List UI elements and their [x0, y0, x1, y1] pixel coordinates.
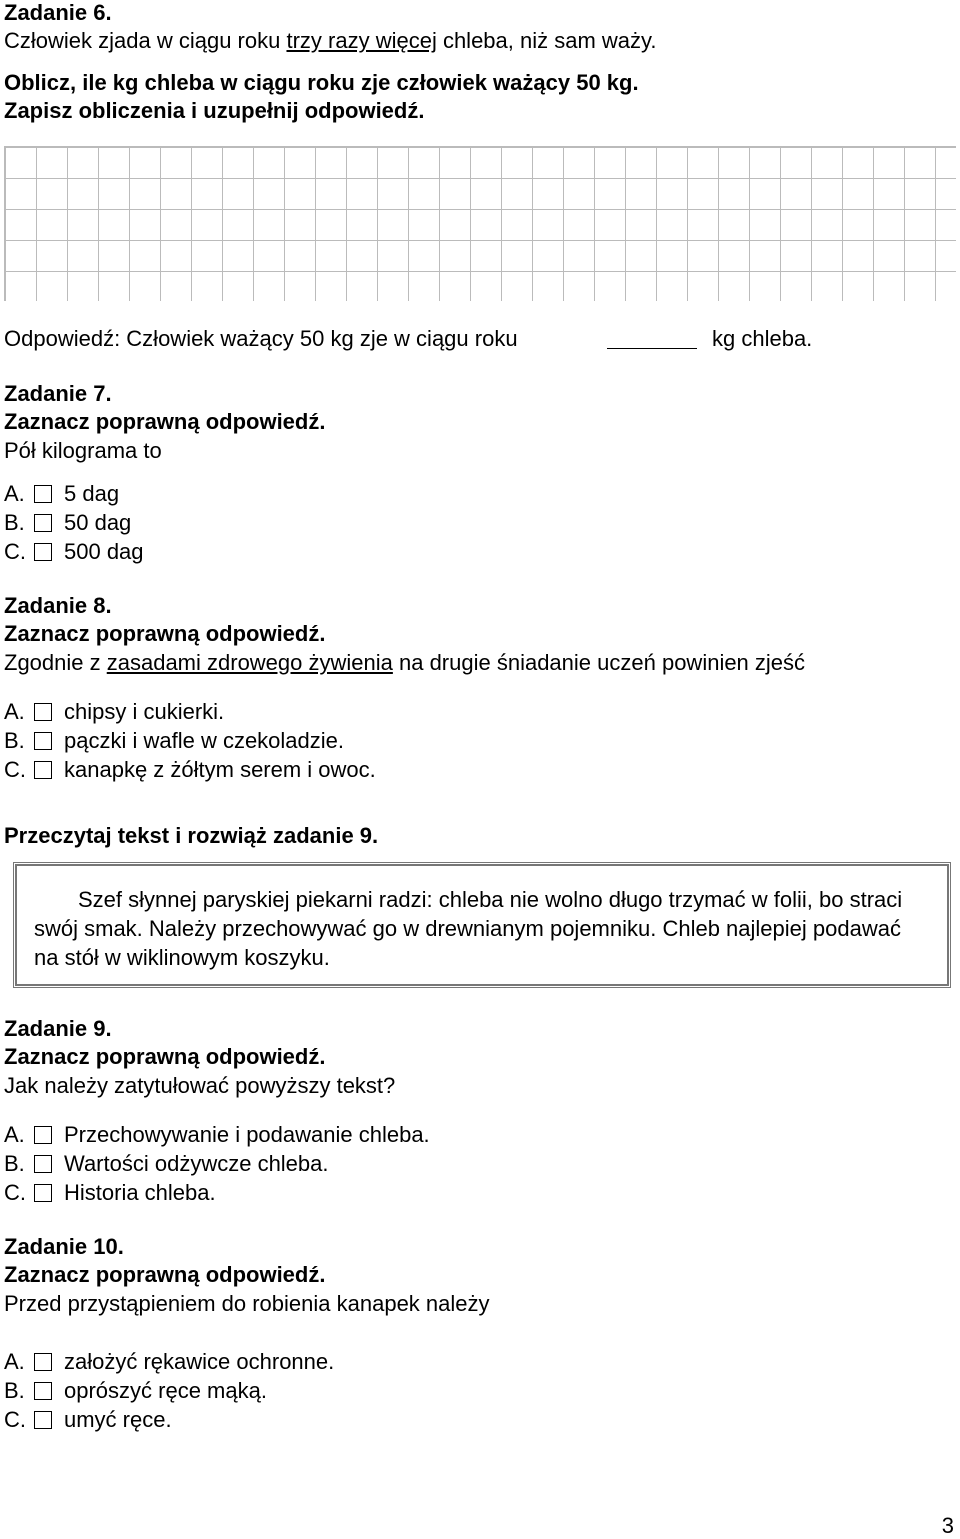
task-8-instruction: Zaznacz poprawną odpowiedź. — [4, 621, 326, 646]
option-text: chipsy i cukierki. — [64, 699, 225, 724]
checkbox[interactable] — [34, 761, 52, 779]
task-8-title: Zadanie 8. — [4, 593, 112, 618]
checkbox[interactable] — [34, 543, 52, 561]
option-text: 50 dag — [64, 510, 132, 535]
task-8-question-post: na drugie śniadanie uczeń powinien zjeść — [392, 650, 806, 675]
option-letter: C. — [4, 1180, 26, 1205]
checkbox[interactable] — [34, 1126, 52, 1144]
task-8-question-pre: Zgodnie z — [4, 650, 107, 675]
option-text: 5 dag — [64, 481, 120, 506]
checkbox[interactable] — [34, 703, 52, 721]
task-9-question: Jak należy zatytułować powyższy tekst? — [4, 1073, 396, 1098]
option-letter: B. — [4, 728, 25, 753]
reading-text: Szef słynnej paryskiej piekarni radzi: chleba nie wolno długo trzymać w folii, bo straci swój smak. Należy przechowywać go w drewnianym pojemniku. Chleb najlepiej podawać na stół w wiklinowym koszyku. — [34, 887, 903, 970]
task-6-statement-post: chleba, niż sam waży. — [436, 28, 657, 53]
task-6-answer-suffix: kg chleba. — [712, 326, 813, 351]
checkbox[interactable] — [34, 1353, 52, 1371]
task-9-title: Zadanie 9. — [4, 1016, 112, 1041]
calculation-grid[interactable] — [4, 146, 956, 301]
option-text: kanapkę z żółtym serem i owoc. — [64, 757, 376, 782]
option-text: Wartości odżywcze chleba. — [64, 1151, 329, 1176]
task-6-statement — [4, 28, 657, 54]
checkbox[interactable] — [34, 1184, 52, 1202]
page-number: 3 — [941, 1513, 954, 1538]
task-6-statement-underlined: trzy razy więcej — [286, 28, 437, 53]
reading-text-box — [13, 862, 951, 988]
task-10-option-a[interactable] — [4, 1349, 334, 1375]
checkbox[interactable] — [34, 1155, 52, 1173]
task-6-instruction-1: Oblicz, ile kg chleba w ciągu roku zje człowiek ważący 50 kg. — [4, 70, 639, 95]
task-8-option-c[interactable] — [4, 757, 376, 783]
option-text: założyć rękawice ochronne. — [64, 1349, 335, 1374]
option-text: Przechowywanie i podawanie chleba. — [64, 1122, 430, 1147]
task-7-option-a[interactable] — [4, 481, 119, 507]
option-text: umyć ręce. — [64, 1407, 172, 1432]
task-6-instruction-2: Zapisz obliczenia i uzupełnij odpowiedź. — [4, 98, 425, 123]
reading-heading: Przeczytaj tekst i rozwiąż zadanie 9. — [4, 823, 379, 848]
task-10-option-b[interactable] — [4, 1378, 267, 1404]
task-9-option-b[interactable] — [4, 1151, 329, 1177]
option-letter: B. — [4, 1378, 25, 1403]
task-7-instruction: Zaznacz poprawną odpowiedź. — [4, 409, 326, 434]
checkbox[interactable] — [34, 1382, 52, 1400]
task-10-instruction: Zaznacz poprawną odpowiedź. — [4, 1262, 326, 1287]
task-10-question: Przed przystąpieniem do robienia kanapek należy — [4, 1291, 490, 1316]
option-letter: C. — [4, 1407, 26, 1432]
checkbox[interactable] — [34, 485, 52, 503]
task-9-instruction: Zaznacz poprawną odpowiedź. — [4, 1044, 326, 1069]
task-10-option-c[interactable] — [4, 1407, 172, 1433]
task-6-answer-prefix: Odpowiedź: Człowiek ważący 50 kg zje w ciągu roku — [4, 326, 518, 351]
task-6-title: Zadanie 6. — [4, 0, 112, 25]
task-7-option-b[interactable] — [4, 510, 131, 536]
task-7-option-c[interactable] — [4, 539, 144, 565]
task-10-title: Zadanie 10. — [4, 1234, 124, 1259]
task-9-option-c[interactable] — [4, 1180, 216, 1206]
option-letter: A. — [4, 481, 25, 506]
checkbox[interactable] — [34, 732, 52, 750]
option-letter: B. — [4, 510, 25, 535]
task-6-statement-pre: Człowiek zjada w ciągu roku — [4, 28, 287, 53]
checkbox[interactable] — [34, 514, 52, 532]
task-8-option-a[interactable] — [4, 699, 224, 725]
task-9-option-a[interactable] — [4, 1122, 430, 1148]
task-7-question: Pół kilograma to — [4, 438, 162, 463]
task-8-question — [4, 650, 805, 676]
task-6-answer-blank[interactable] — [607, 348, 697, 349]
task-7-title: Zadanie 7. — [4, 381, 112, 406]
task-8-option-b[interactable] — [4, 728, 344, 754]
checkbox[interactable] — [34, 1411, 52, 1429]
task-8-question-underlined: zasadami zdrowego żywienia — [106, 650, 393, 675]
option-text: Historia chleba. — [64, 1180, 216, 1205]
option-text: pączki i wafle w czekoladzie. — [64, 728, 345, 753]
option-text: 500 dag — [64, 539, 144, 564]
option-letter: C. — [4, 757, 26, 782]
option-letter: B. — [4, 1151, 25, 1176]
option-letter: C. — [4, 539, 26, 564]
option-letter: A. — [4, 699, 25, 724]
option-text: oprószyć ręce mąką. — [64, 1378, 267, 1403]
option-letter: A. — [4, 1122, 25, 1147]
option-letter: A. — [4, 1349, 25, 1374]
